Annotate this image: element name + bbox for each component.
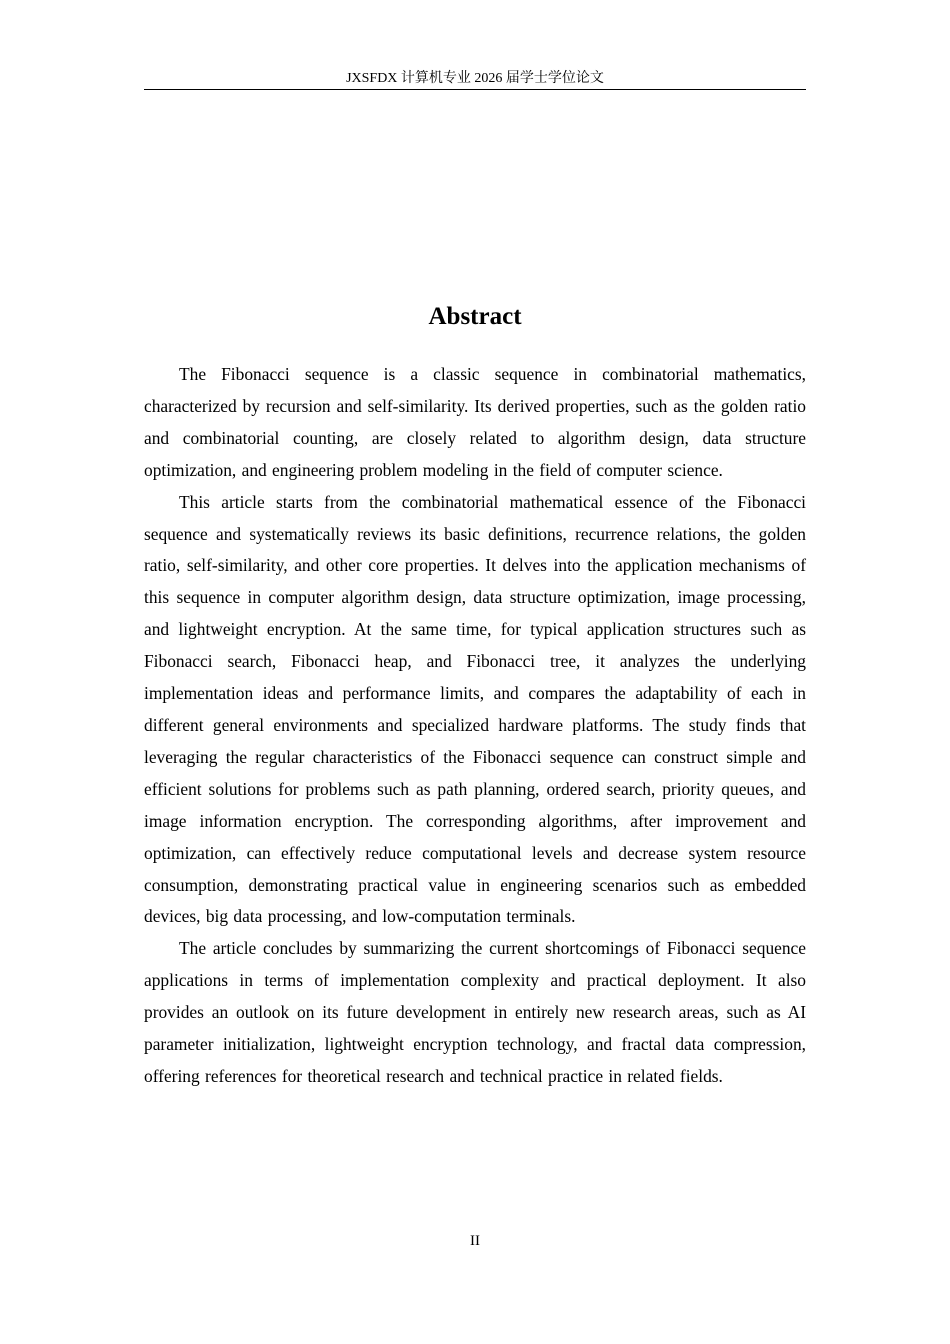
running-header: JXSFDX 计算机专业 2026 届学士学位论文: [144, 68, 806, 90]
abstract-title: Abstract: [428, 303, 522, 330]
abstract-paragraph-1: The Fibonacci sequence is a classic sequence in combinatorial mathematics, characterized by recursion and self-similarity. Its derived properties, such as the golden ratio and combinatorial counting, are closely related to algorithm design, data structure optimization, and engineering problem modeling in the field of computer science.: [144, 364, 806, 480]
abstract-body: [144, 359, 806, 1093]
abstract-paragraph-2: This article starts from the combinatorial mathematical essence of the Fibonacci sequence and systematically reviews its basic definitions, recurrence relations, the golden ratio, self-similarity, and other core properties. It delves into the application mechanisms of this sequence in computer algorithm design, data structure optimization, image processing, and lightweight encryption. At the same time, for typical application structures such as Fibonacci search, Fibonacci heap, and Fibonacci tree, it analyzes the underlying implementation ideas and performance limits, and compares the adaptability of each in different general environments and specialized hardware platforms. The study finds that leveraging the regular characteristics of the Fibonacci sequence can construct simple and efficient solutions for problems such as path planning, ordered search, priority queues, and image information encryption. The corresponding algorithms, after improvement and optimization, can effectively reduce computational levels and decrease system resource consumption, demonstrating practical value in engineering scenarios such as embedded devices, big data processing, and low-computation terminals.: [144, 491, 806, 927]
page-number: II: [470, 1233, 480, 1249]
abstract-paragraph-3: The article concludes by summarizing the current shortcomings of Fibonacci sequence applications in terms of implementation complexity and practical deployment. It also provides an outlook on its future development in entirely new research areas, such as AI parameter initialization, lightweight encryption technology, and fractal data compression, offering references for theoretical research and technical practice in related fields.: [144, 938, 806, 1086]
